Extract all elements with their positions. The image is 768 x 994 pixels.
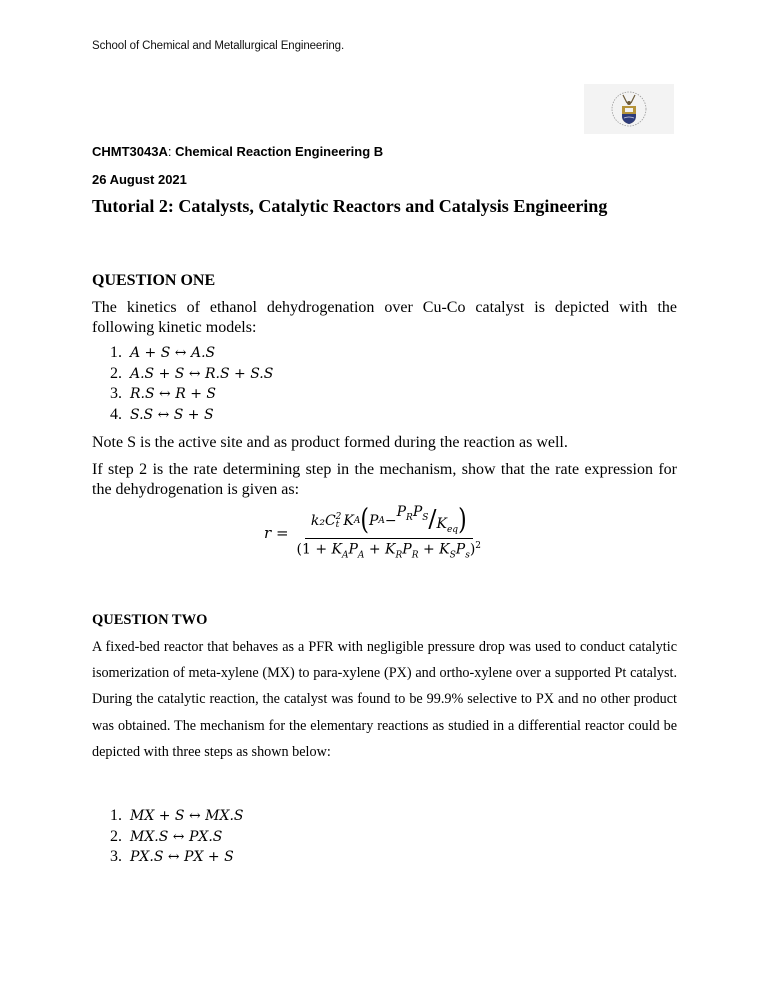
tutorial-title: Tutorial 2: Catalysts, Catalytic Reactors and Catalysis Engineering bbox=[92, 196, 608, 216]
question-one-intro: The kinetics of ethanol dehydrogenation over Cu-Co catalyst is depicted with the following kinetic models: bbox=[92, 299, 677, 336]
course-separator: : bbox=[167, 144, 172, 159]
step-item: 2. MX.S ↔ PX.S bbox=[110, 827, 223, 845]
document-date: 26 August 2021 bbox=[92, 172, 187, 187]
question-one-prompt: If step 2 is the rate determining step in the mechanism, show that the rate expression for the dehydrogenation is given as: bbox=[92, 461, 677, 498]
step-item: 1. A + S ↔ A.S bbox=[110, 344, 216, 361]
step-item: 1. MX + S ↔ MX.S bbox=[110, 807, 244, 824]
question-two-heading: QUESTION TWO bbox=[92, 612, 208, 628]
step-item: 3. PX.S ↔ PX + S bbox=[110, 848, 234, 865]
school-header: School of Chemical and Metallurgical Engineering. bbox=[92, 40, 345, 52]
question-one-steps bbox=[110, 343, 273, 425]
course-code: CHMT3043A bbox=[92, 144, 168, 159]
question-one-heading: QUESTION ONE bbox=[92, 272, 216, 289]
formula-lhs: r = bbox=[264, 524, 289, 543]
step-item: 2. A.S + S ↔ R.S + S.S bbox=[110, 364, 274, 382]
university-crest-icon bbox=[609, 87, 649, 131]
question-two-body: A fixed-bed reactor that behaves as a PFR with negligible pressure drop was used to conduct catalytic isomerization of meta-xylene (MX) to para-xylene (PX) and ortho-xylene over a supported Pt catalyst. During the catalytic reaction, the catalyst was found to be 99.9% selective to PX and no other product was obtained. The mechanism for the elementary reactions as studied in a differential reactor could be depicted with three steps as shown below: bbox=[92, 639, 677, 760]
course-line bbox=[92, 144, 383, 159]
formula-fraction bbox=[297, 506, 482, 560]
question-one-note: Note S is the active site and as product formed during the reaction as well. bbox=[92, 434, 568, 451]
rate-expression-formula bbox=[264, 506, 481, 560]
course-name: Chemical Reaction Engineering B bbox=[171, 144, 384, 159]
step-item: 3. R.S ↔ R + S bbox=[110, 385, 216, 402]
formula-denominator: $(1 + K_AP_A + K_RP_R + K_SP_s)^2$ bbox=[296, 541, 482, 561]
formula-numerator: k₂C 2 t K A ( P A − $P_RP_S$ / $K_{eq}$ ) bbox=[305, 506, 473, 539]
question-two-steps bbox=[110, 806, 244, 868]
step-item: 4. S.S ↔ S + S bbox=[110, 405, 214, 423]
university-logo bbox=[584, 84, 674, 134]
